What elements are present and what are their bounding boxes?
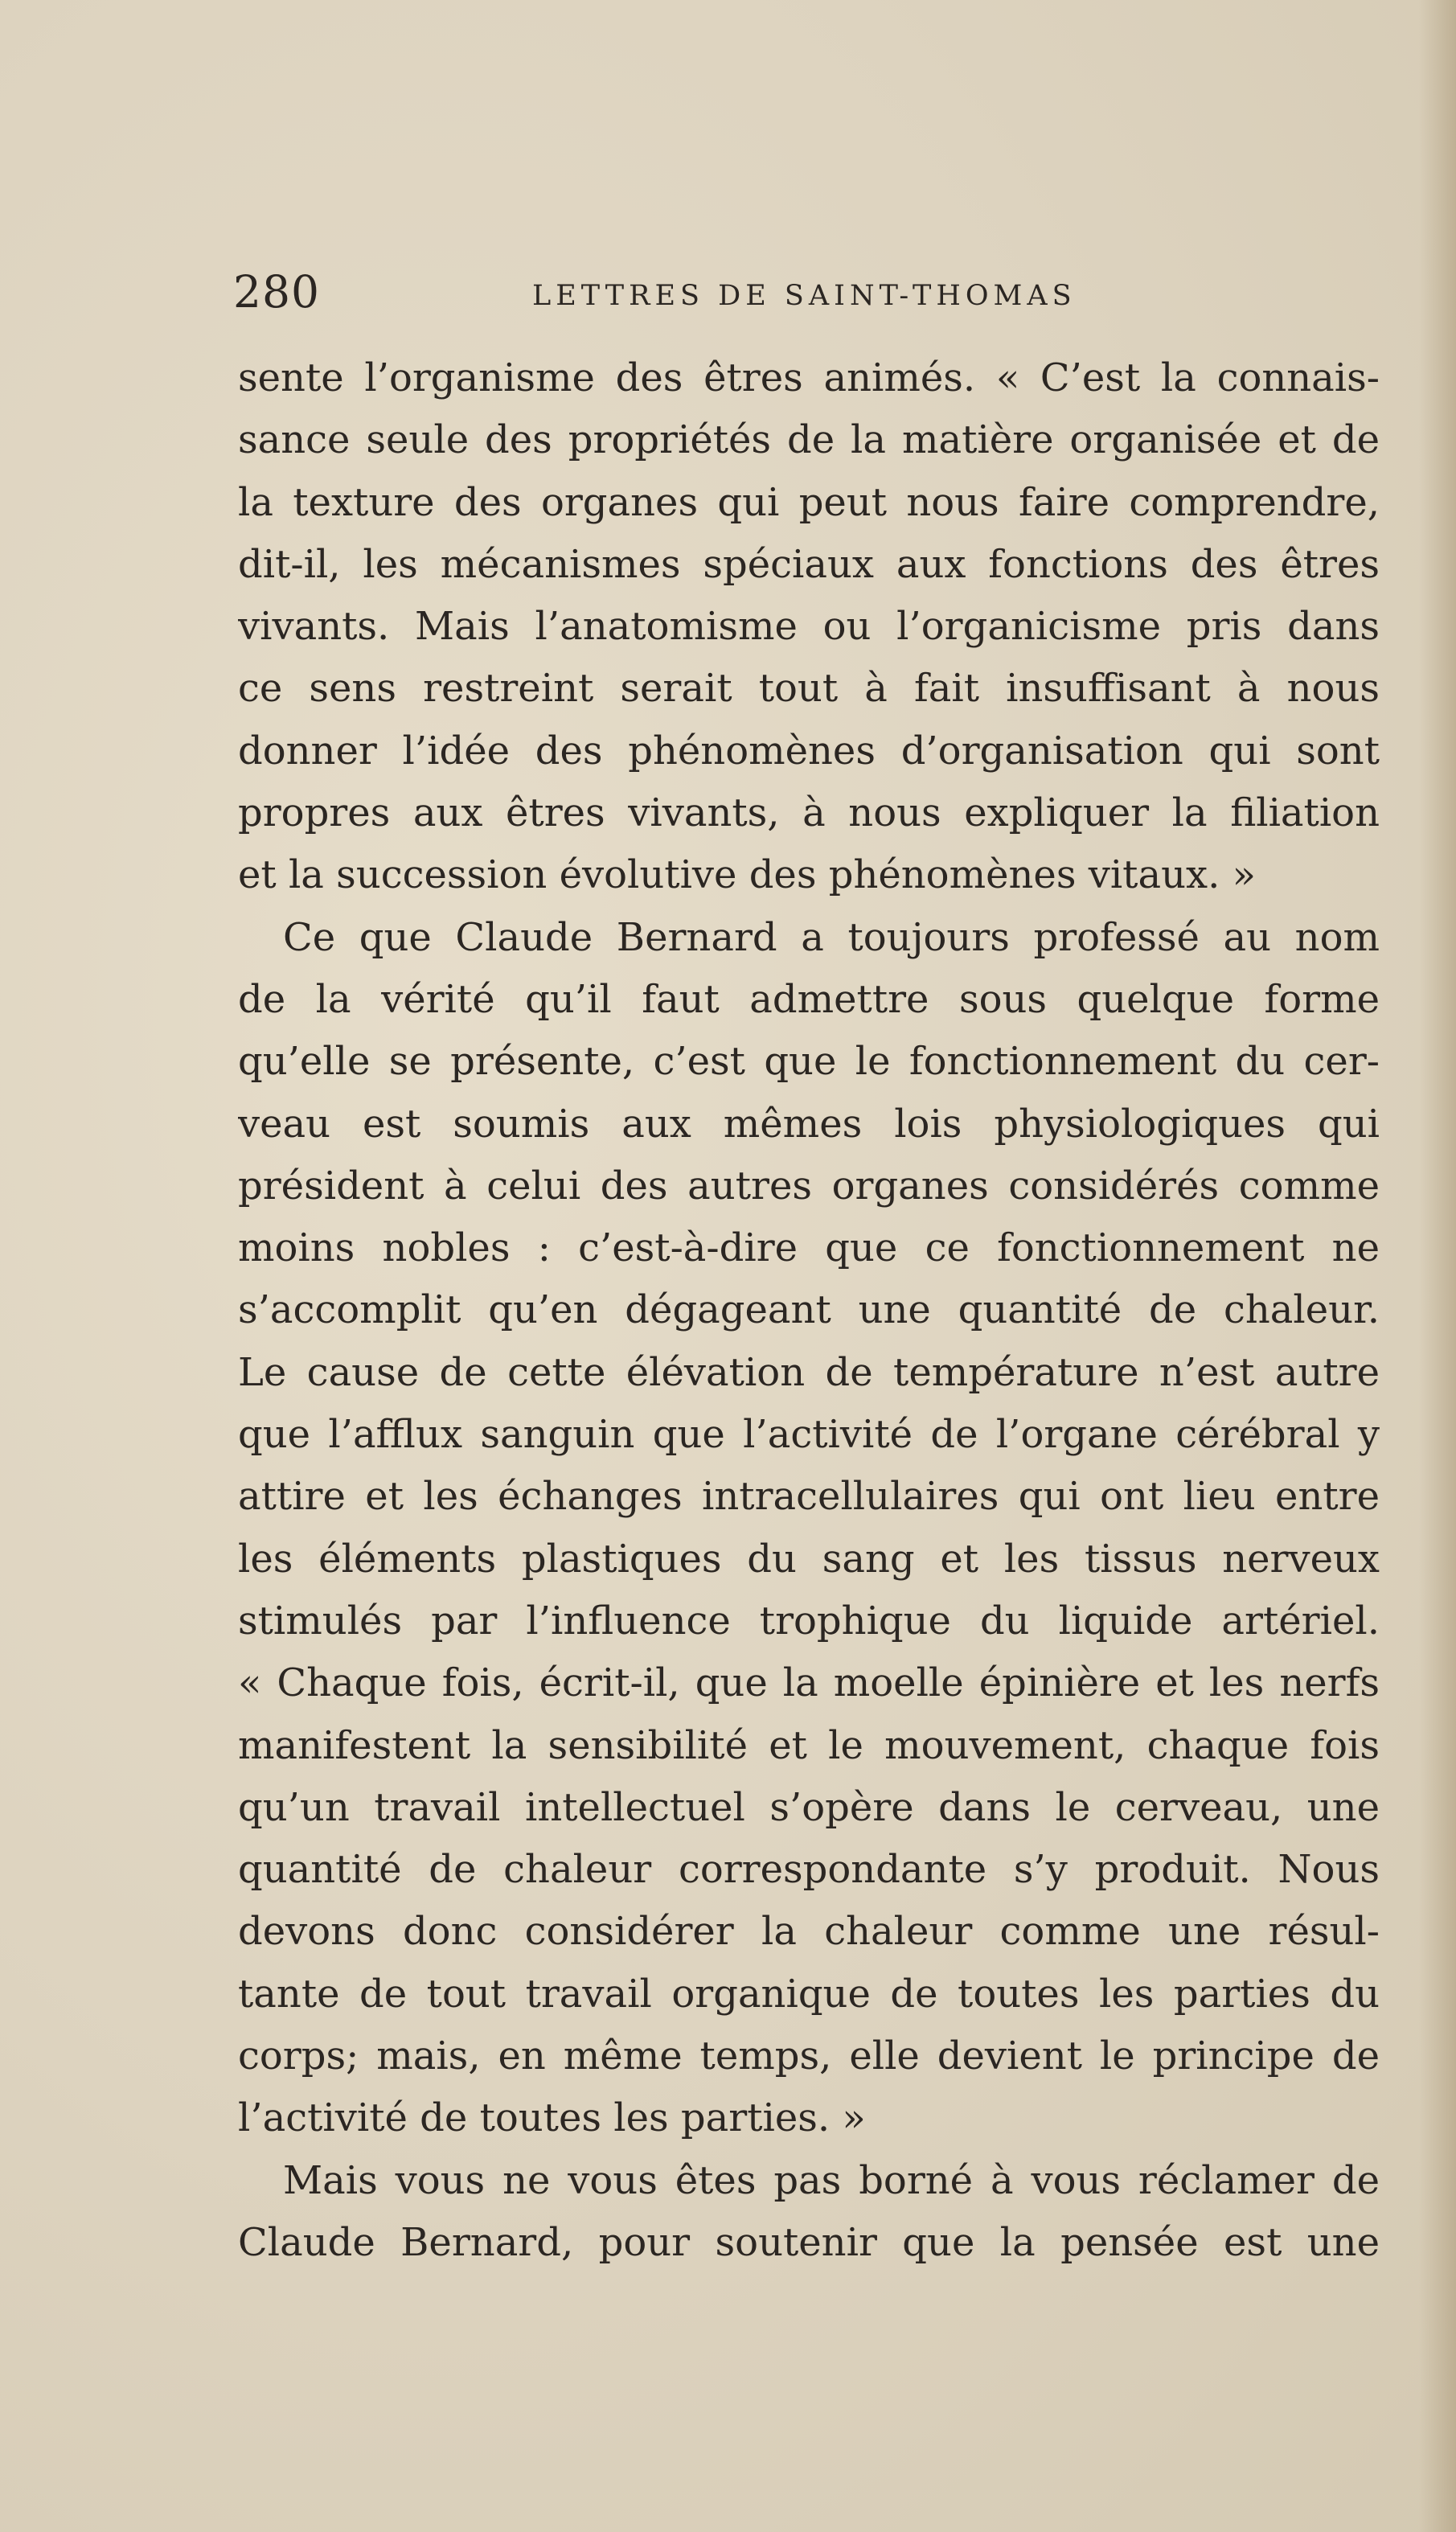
text-line: les éléments plastiques du sang et les tissus nerveux [238, 1536, 1380, 1582]
text-line: Le cause de cette élévation de température n’est autre [238, 1349, 1380, 1395]
text-line: vivants. Mais l’anatomisme ou l’organicisme pris dans [238, 604, 1380, 650]
text-line: manifestent la sensibilité et le mouvement, chaque fois [238, 1722, 1380, 1768]
text-line: donner l’idée des phénomènes d’organisation qui sont [238, 728, 1380, 774]
text-line: Mais vous ne vous êtes pas borné à vous réclamer de [283, 2157, 1380, 2203]
text-line: Ce que Claude Bernard a toujours professé au nom [283, 914, 1380, 960]
text-line: stimulés par l’influence trophique du liquide artériel. [238, 1598, 1380, 1644]
text-line: ce sens restreint serait tout à fait insuffisant à nous [238, 666, 1380, 712]
page-edge-shadow [1419, 0, 1456, 2532]
page-number: 280 [233, 266, 320, 318]
text-line: la texture des organes qui peut nous faire comprendre, [238, 479, 1380, 525]
running-title: LETTRES DE SAINT-THOMAS [532, 280, 1077, 312]
text-line: et la succession évolutive des phénomènes vitaux. » [238, 852, 1256, 898]
text-line: que l’afflux sanguin que l’activité de l’organe cérébral y [238, 1412, 1380, 1458]
text-line: quantité de chaleur correspondante s’y produit. Nous [238, 1847, 1380, 1893]
text-line: sente l’organisme des êtres animés. « C’est la connais- [238, 355, 1380, 400]
text-line: attire et les échanges intracellulaires qui ont lieu entre [238, 1474, 1380, 1520]
text-line: qu’un travail intellectuel s’opère dans le cerveau, une [238, 1784, 1380, 1830]
text-line: président à celui des autres organes considérés comme [238, 1163, 1380, 1209]
text-line: Claude Bernard, pour soutenir que la pensée est une [238, 2219, 1380, 2265]
body-text [238, 347, 1380, 2274]
text-line: propres aux êtres vivants, à nous expliquer la filiation [238, 790, 1380, 836]
page-header [233, 256, 1085, 328]
text-line: veau est soumis aux mêmes lois physiologiques qui [238, 1101, 1380, 1147]
text-line: qu’elle se présente, c’est que le fonctionnement du cer- [238, 1039, 1380, 1085]
text-line: dit-il, les mécanismes spéciaux aux fonctions des êtres [238, 541, 1380, 587]
text-line: s’accomplit qu’en dégageant une quantité de chaleur. [238, 1287, 1380, 1333]
text-line: l’activité de toutes les parties. » [238, 2095, 866, 2141]
text-line: corps; mais, en même temps, elle devient le principe de [238, 2033, 1380, 2079]
text-line: tante de tout travail organique de toutes les parties du [238, 1971, 1380, 2017]
text-line: devons donc considérer la chaleur comme une résul- [238, 1909, 1380, 1955]
text-line: « Chaque fois, écrit-il, que la moelle épinière et les nerfs [238, 1660, 1380, 1706]
text-line: de la vérité qu’il faut admettre sous quelque forme [238, 976, 1380, 1022]
text-line: sance seule des propriétés de la matière organisée et de [238, 417, 1380, 463]
text-line: moins nobles : c’est-à-dire que ce fonctionnement ne [238, 1225, 1380, 1271]
